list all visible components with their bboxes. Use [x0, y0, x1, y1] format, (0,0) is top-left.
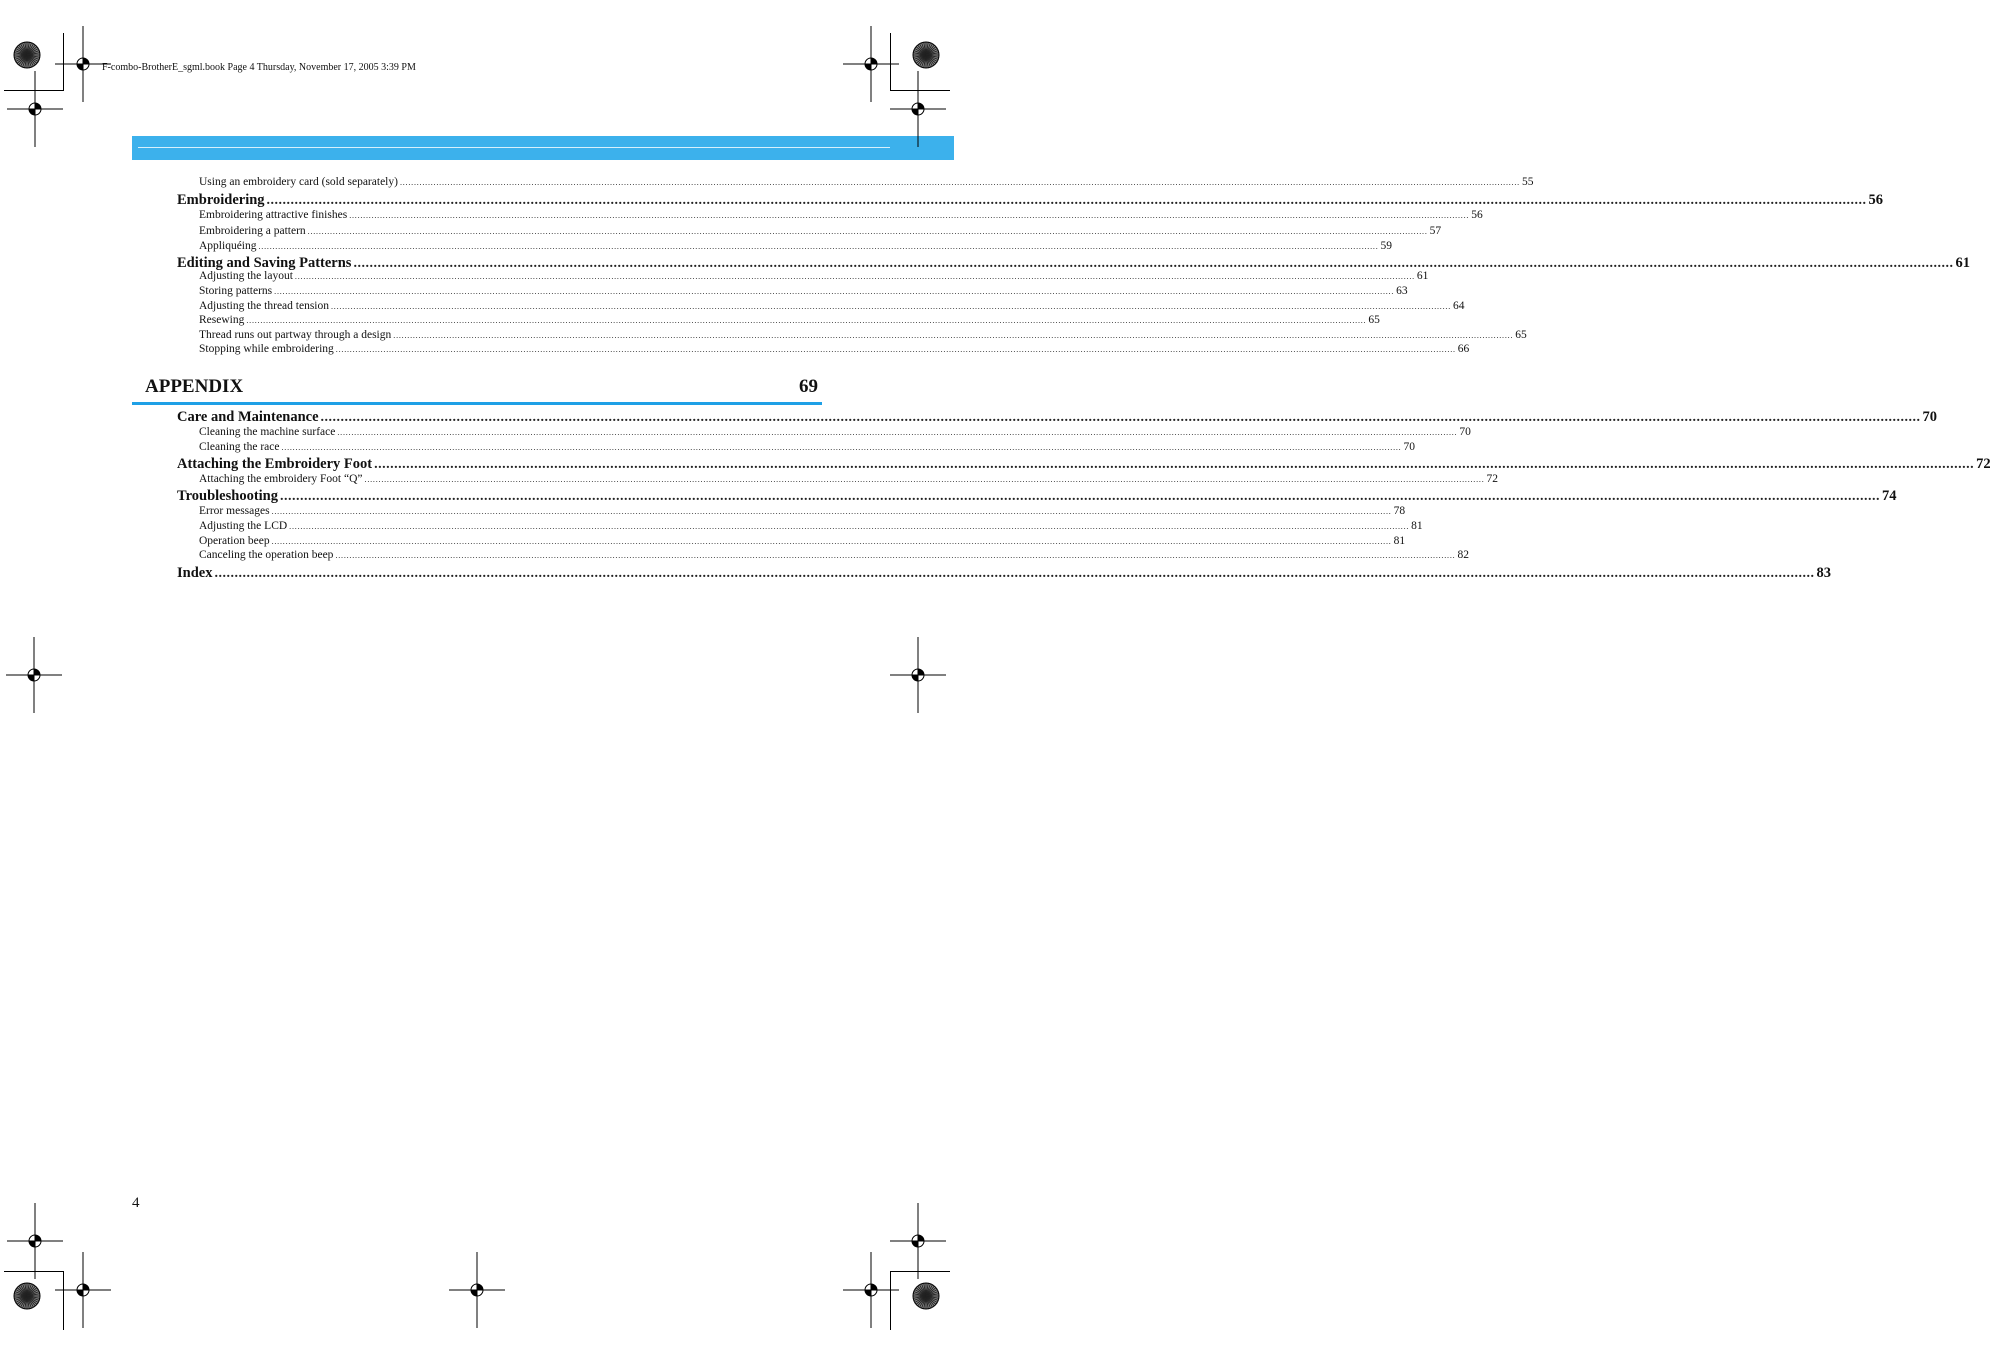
- toc-entry-page: 65: [1515, 329, 1527, 341]
- toc-leader-dots: ................................................................................................................................................................................................................................................................................................................................................................................................................: [271, 537, 1392, 546]
- toc-entry-label: Cleaning the race: [199, 441, 280, 453]
- toc-subsection-entry[interactable]: [177, 285, 1408, 297]
- toc-entry-page: 59: [1380, 240, 1392, 252]
- toc-entry-page: 74: [1882, 488, 1897, 504]
- toc-subsection-entry[interactable]: [177, 270, 1429, 282]
- color-star-target-icon: [911, 40, 941, 70]
- toc-entry-label: Adjusting the thread tension: [199, 300, 329, 312]
- toc-leader-dots: ................................................................................................................................................................................................................................................................................................................................................................................................................: [246, 316, 1367, 325]
- toc-section-entry[interactable]: [177, 488, 1897, 505]
- toc-entry-page: 72: [1486, 473, 1499, 485]
- toc-leader-dots: ................................................................................................................................................................................................................................................................................................................................................................................................................: [335, 345, 1456, 354]
- appendix-title[interactable]: APPENDIX: [145, 376, 244, 397]
- toc-entry-page: 57: [1429, 225, 1442, 237]
- toc-subsection-entry[interactable]: [177, 176, 1534, 188]
- toc-entry-label: Thread runs out partway through a design: [199, 329, 392, 341]
- toc-entry-page: 82: [1457, 549, 1469, 561]
- toc-leader-dots: ................................................................................................................................................................................................................................................................................................................................................................................................................: [320, 410, 1921, 425]
- toc-section-entry[interactable]: [177, 192, 1884, 209]
- toc-leader-dots: ................................................................................................................................................................................................................................................................................................................................................................................................................: [307, 227, 1428, 236]
- toc-leader-dots: ................................................................................................................................................................................................................................................................................................................................................................................................................: [294, 272, 1415, 281]
- toc-subsection-entry[interactable]: [177, 426, 1471, 438]
- toc-leader-dots: ................................................................................................................................................................................................................................................................................................................................................................................................................: [335, 551, 1456, 560]
- toc-entry-label: Operation beep: [199, 535, 270, 547]
- toc-entry-label: Adjusting the LCD: [199, 520, 288, 532]
- toc-entry-page: 64: [1453, 300, 1465, 312]
- color-star-target-icon: [12, 1281, 42, 1311]
- toc-entry-label: Index: [177, 565, 213, 581]
- toc-subsection-entry[interactable]: [177, 209, 1483, 221]
- toc-subsection-entry[interactable]: [177, 535, 1406, 547]
- toc-subsection-entry[interactable]: [177, 329, 1527, 341]
- toc-entry-label: Using an embroidery card (sold separately): [199, 176, 398, 188]
- print-slug: F-combo-BrotherE_sgml.book Page 4 Thursday, November 17, 2005 3:39 PM: [102, 62, 416, 73]
- registration-target-icon: [43, 1250, 123, 1330]
- page-number: 4: [132, 1195, 140, 1211]
- toc-entry-label: Resewing: [199, 314, 245, 326]
- registration-target-icon: [878, 635, 958, 715]
- toc-entry-page: 78: [1393, 505, 1406, 517]
- toc-leader-dots: ................................................................................................................................................................................................................................................................................................................................................................................................................: [349, 211, 1470, 220]
- toc-subsection-entry[interactable]: [177, 520, 1423, 532]
- toc-subsection-entry[interactable]: [177, 240, 1392, 252]
- toc-leader-dots: ................................................................................................................................................................................................................................................................................................................................................................................................................: [393, 331, 1514, 340]
- toc-entry-label: Appliquéing: [199, 240, 257, 252]
- toc-entry-page: 72: [1976, 456, 1991, 472]
- toc-entry-page: 56: [1471, 209, 1483, 221]
- header-band: [132, 136, 954, 160]
- toc-leader-dots: ................................................................................................................................................................................................................................................................................................................................................................................................................: [353, 256, 1954, 271]
- toc-entry-label: Adjusting the layout: [199, 270, 293, 282]
- toc-entry-page: 70: [1922, 409, 1938, 425]
- toc-leader-dots: ................................................................................................................................................................................................................................................................................................................................................................................................................: [271, 507, 1392, 516]
- toc-entry-page: 63: [1396, 285, 1408, 297]
- toc-leader-dots: ................................................................................................................................................................................................................................................................................................................................................................................................................: [337, 428, 1458, 437]
- toc-subsection-entry[interactable]: [177, 225, 1442, 237]
- color-star-target-icon: [911, 1281, 941, 1311]
- toc-leader-dots: ................................................................................................................................................................................................................................................................................................................................................................................................................: [289, 522, 1410, 531]
- toc-entry-page: 81: [1393, 535, 1406, 547]
- toc-entry-page: 70: [1459, 426, 1471, 438]
- toc-entry-page: 83: [1816, 565, 1831, 581]
- toc-leader-dots: ................................................................................................................................................................................................................................................................................................................................................................................................................: [374, 457, 1975, 472]
- registration-target-icon: [878, 69, 958, 149]
- toc-entry-page: 55: [1521, 176, 1534, 188]
- color-star-target-icon: [12, 40, 42, 70]
- toc-section-entry[interactable]: [177, 565, 1831, 582]
- toc-entry-label: Embroidering: [177, 192, 265, 208]
- toc-entry-label: Attaching the embroidery Foot “Q”: [199, 473, 363, 485]
- toc-entry-label: Embroidering a pattern: [199, 225, 306, 237]
- registration-target-icon: [437, 1250, 517, 1330]
- toc-subsection-entry[interactable]: [177, 314, 1380, 326]
- toc-subsection-entry[interactable]: [177, 441, 1415, 453]
- toc-entry-page: 61: [1955, 255, 1970, 271]
- registration-target-icon: [0, 635, 74, 715]
- toc-entry-page: 70: [1403, 441, 1415, 453]
- toc-entry-label: Error messages: [199, 505, 270, 517]
- toc-subsection-entry[interactable]: [177, 343, 1470, 355]
- toc-entry-page: 65: [1368, 314, 1380, 326]
- registration-target-icon: [0, 69, 75, 149]
- toc-leader-dots: ................................................................................................................................................................................................................................................................................................................................................................................................................: [274, 287, 1395, 296]
- toc-section-entry[interactable]: [177, 409, 1938, 426]
- toc-leader-dots: ................................................................................................................................................................................................................................................................................................................................................................................................................: [266, 193, 1867, 208]
- toc-entry-label: Cleaning the machine surface: [199, 426, 336, 438]
- appendix-page: 69: [799, 376, 818, 397]
- toc-subsection-entry[interactable]: [177, 300, 1465, 312]
- toc-leader-dots: ................................................................................................................................................................................................................................................................................................................................................................................................................: [281, 443, 1402, 452]
- toc-subsection-entry[interactable]: [177, 505, 1406, 517]
- toc-entry-label: Embroidering attractive finishes: [199, 209, 348, 221]
- toc-section-entry[interactable]: [177, 456, 1991, 473]
- toc-leader-dots: ................................................................................................................................................................................................................................................................................................................................................................................................................: [331, 302, 1451, 311]
- toc-subsection-entry[interactable]: [177, 473, 1499, 485]
- registration-target-icon: [831, 1250, 911, 1330]
- toc-entry-page: 66: [1457, 343, 1470, 355]
- toc-leader-dots: ................................................................................................................................................................................................................................................................................................................................................................................................................: [280, 489, 1880, 504]
- toc-entry-page: 81: [1411, 520, 1423, 532]
- toc-entry-label: Attaching the Embroidery Foot: [177, 456, 373, 472]
- toc-entry-label: Editing and Saving Patterns: [177, 255, 352, 271]
- toc-entry-label: Troubleshooting: [177, 488, 278, 504]
- toc-entry-label: Storing patterns: [199, 285, 273, 297]
- header-band-line: [138, 147, 890, 148]
- toc-leader-dots: ................................................................................................................................................................................................................................................................................................................................................................................................................: [214, 566, 1815, 581]
- toc-entry-label: Stopping while embroidering: [199, 343, 334, 355]
- appendix-rule: [132, 402, 822, 405]
- toc-leader-dots: ................................................................................................................................................................................................................................................................................................................................................................................................................: [364, 475, 1485, 484]
- toc-subsection-entry[interactable]: [177, 549, 1469, 561]
- toc-leader-dots: ................................................................................................................................................................................................................................................................................................................................................................................................................: [258, 242, 1379, 251]
- toc-entry-label: Care and Maintenance: [177, 409, 319, 425]
- toc-entry-label: Canceling the operation beep: [199, 549, 334, 561]
- toc-entry-page: 61: [1416, 270, 1429, 282]
- toc-leader-dots: ................................................................................................................................................................................................................................................................................................................................................................................................................: [399, 178, 1520, 187]
- toc-entry-page: 56: [1868, 192, 1884, 208]
